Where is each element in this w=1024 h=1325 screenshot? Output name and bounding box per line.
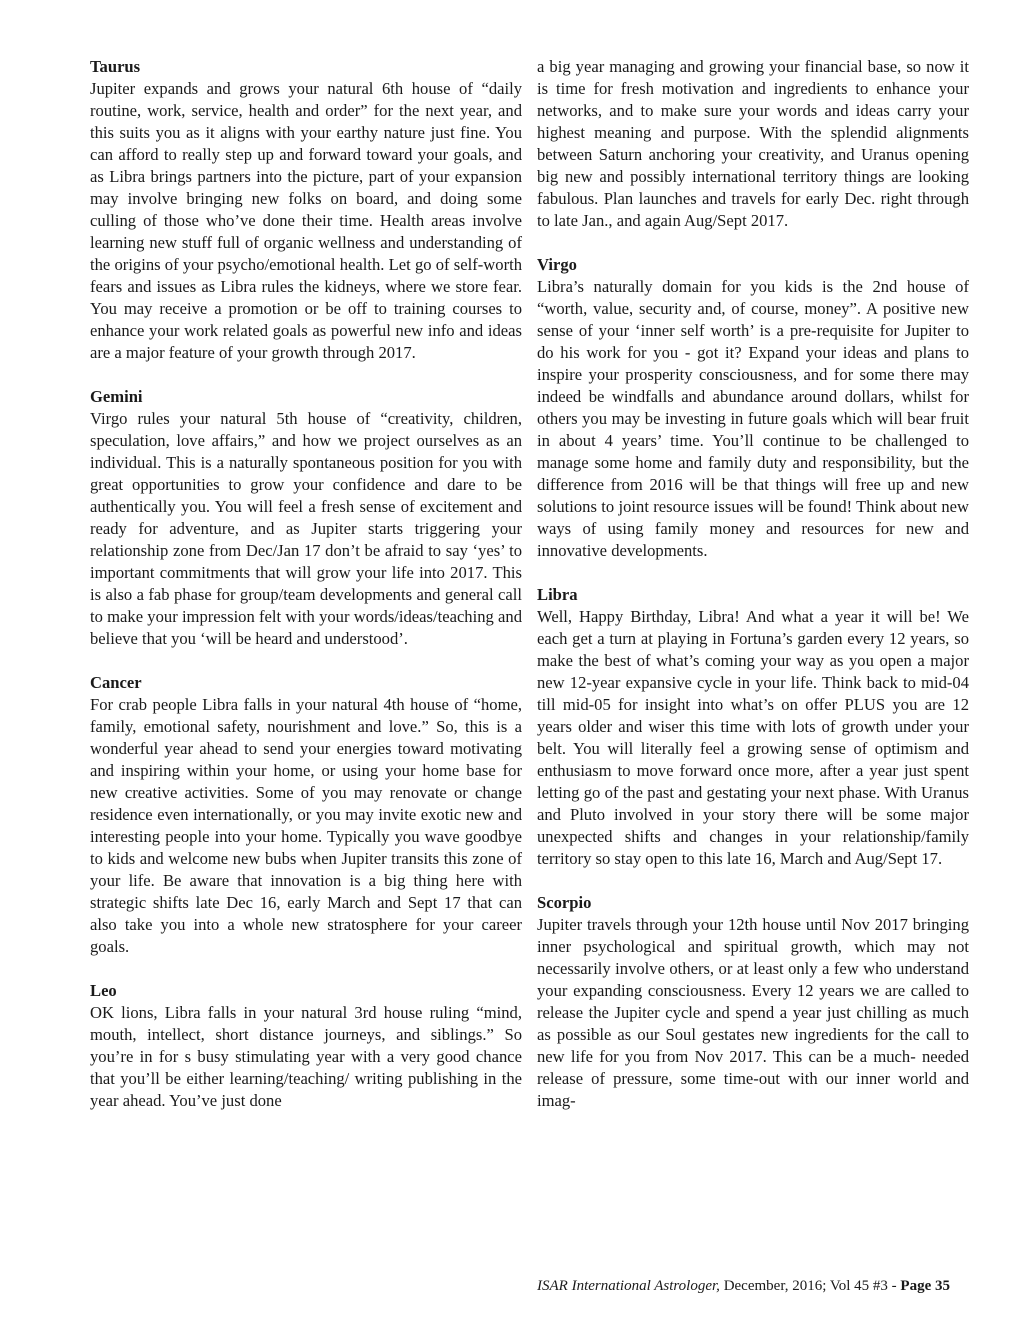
section-scorpio: [537, 892, 969, 1112]
section-virgo: [537, 254, 969, 562]
section-taurus: [90, 56, 522, 364]
section-heading: Cancer: [90, 673, 142, 692]
section-heading: Taurus: [90, 57, 141, 76]
footer-journal-title: ISAR International Astrologer,: [537, 1278, 720, 1294]
section-libra: [537, 584, 969, 870]
section-heading: Leo: [90, 981, 117, 1000]
section-text: Jupiter expands and grows your natural 6th house of “daily routine, work, service, health and order” for the next year, and this suits you as it aligns with your earthy nature just fine. You can afford to really step up and forward toward your goals, and as Libra brings partners into the picture, part of your expansion may involve bringing new folks on board, and doing some culling of those who’ve done their time. Health areas involve learning new stuff full of organic wellness and understanding of the origins of your psycho/emotional health. Let go of self-worth fears and issues as Libra rules the kidneys, where we store fear. You may receive a promotion or be off to training courses to enhance your work related goals as powerful new info and ideas are a major feature of your growth through 2017.: [90, 79, 522, 362]
section-text: Virgo rules your natural 5th house of “creativity, children, speculation, love affairs,” and how we project ourselves as an individual. This is a naturally spontaneous position for you with great opportunities to grow your confidence and dare to be authentically you. You will feel a fresh sense of excitement and ready for adventure, and as Jupiter starts triggering your relationship zone from Dec/Jan 17 don’t be afraid to say ‘yes’ to important commitments that will grow your life into 2017. This is also a fab phase for group/team developments and general call to make your impression felt with your words/ideas/teaching and believe that you ‘will be heard and understood’.: [90, 409, 522, 648]
section-leo: [90, 980, 522, 1112]
footer-issue-info: December, 2016; Vol 45 #3 -: [719, 1278, 901, 1294]
footer-page-number: Page 35: [900, 1278, 950, 1294]
section-heading: Libra: [537, 585, 578, 604]
section-heading: Virgo: [537, 255, 577, 274]
left-column: [90, 56, 522, 1134]
section-cancer: [90, 672, 522, 958]
section-text: Jupiter travels through your 12th house until Nov 2017 bringing inner psychological and spiritual growth, which may not necessarily involve others, or at least only a few who understand your expanding consciousness. Every 12 years we are called to release the Jupiter cycle and spend a year just chilling as much as possible as our Soul gestates new ingredients for the call to new life for you from Nov 2017. This can be a much- needed release of pressure, some time-out with our inner world and imag-: [537, 915, 969, 1110]
section-text: OK lions, Libra falls in your natural 3rd house ruling “mind, mouth, intellect, short distance journeys, and siblings.” So you’re in for s busy stimulating year with a very good chance that you’ll be either learning/teaching/ writing publishing in the year ahead. You’ve just done: [90, 1003, 522, 1110]
leo-continuation-text: a big year managing and growing your financial base, so now it is time for fresh motivation and ingredients to enhance your networks, and to make sure your words and ideas carry your highest meaning and purpose. With the splendid alignments between Saturn anchoring your creativity, and Uranus opening big new and possibly international territory things are looking fabulous. Plan launches and travels for early Dec. right through to late Jan., and again Aug/Sept 2017.: [537, 57, 969, 230]
section-text: For crab people Libra falls in your natural 4th house of “home, family, emotional safety, nourishment and love.” So, this is a wonderful year ahead to send your energies toward motivating and inspiring within your home, or using your home base for new creative activities. Some of you may renovate or change residence even internationally, or you may invite exotic new and interesting people into your home. Typically you wave goodbye to kids and welcome new bubs when Jupiter transits this zone of your life. Be aware that innovation is a big thing here with strategic shifts late Dec 16, early March and Sept 17 that can also take you into a whole new stratosphere for your career goals.: [90, 695, 522, 956]
section-text: Well, Happy Birthday, Libra! And what a year it will be! We each get a turn at playing in Fortuna’s garden every 12 years, so make the best of what’s coming your way as you open a major new 12-year expansive cycle in your life. Think back to mid-04 till mid-05 for insight into what’s on offer PLUS you are 12 years older and wiser this time with lots of growth under your belt. You will literally feel a growing sense of optimism and enthusiasm to move forward once more, after a year just spent letting go of the past and gestating your next phase. With Uranus and Pluto involved in your story there will be some major unexpected shifts and changes in your relationship/family territory so stay open to this late 16, March and Aug/Sept 17.: [537, 607, 969, 868]
right-column: [537, 56, 969, 1134]
section-text: Libra’s naturally domain for you kids is the 2nd house of “worth, value, security and, of course, money”. A positive new sense of your ‘inner self worth’ is a pre-requisite for Jupiter to do his work for you - got it? Expand your ideas and plans to inspire your prosperity consciousness, and for some there may indeed be windfalls and abundance around dollars, whilst for others you may be investing in future goals which will bear fruit in about 4 years’ time. You’ll continue to be challenged to manage some home and family duty and responsibility, but the difference from 2016 will be that things will free up and new solutions to joint resource issues will be found! Think about new ways of using family money and resources for new and innovative developments.: [537, 277, 969, 560]
section-heading: Scorpio: [537, 893, 592, 912]
page-footer: [537, 1276, 950, 1296]
section-heading: Gemini: [90, 387, 143, 406]
section-gemini: [90, 386, 522, 650]
